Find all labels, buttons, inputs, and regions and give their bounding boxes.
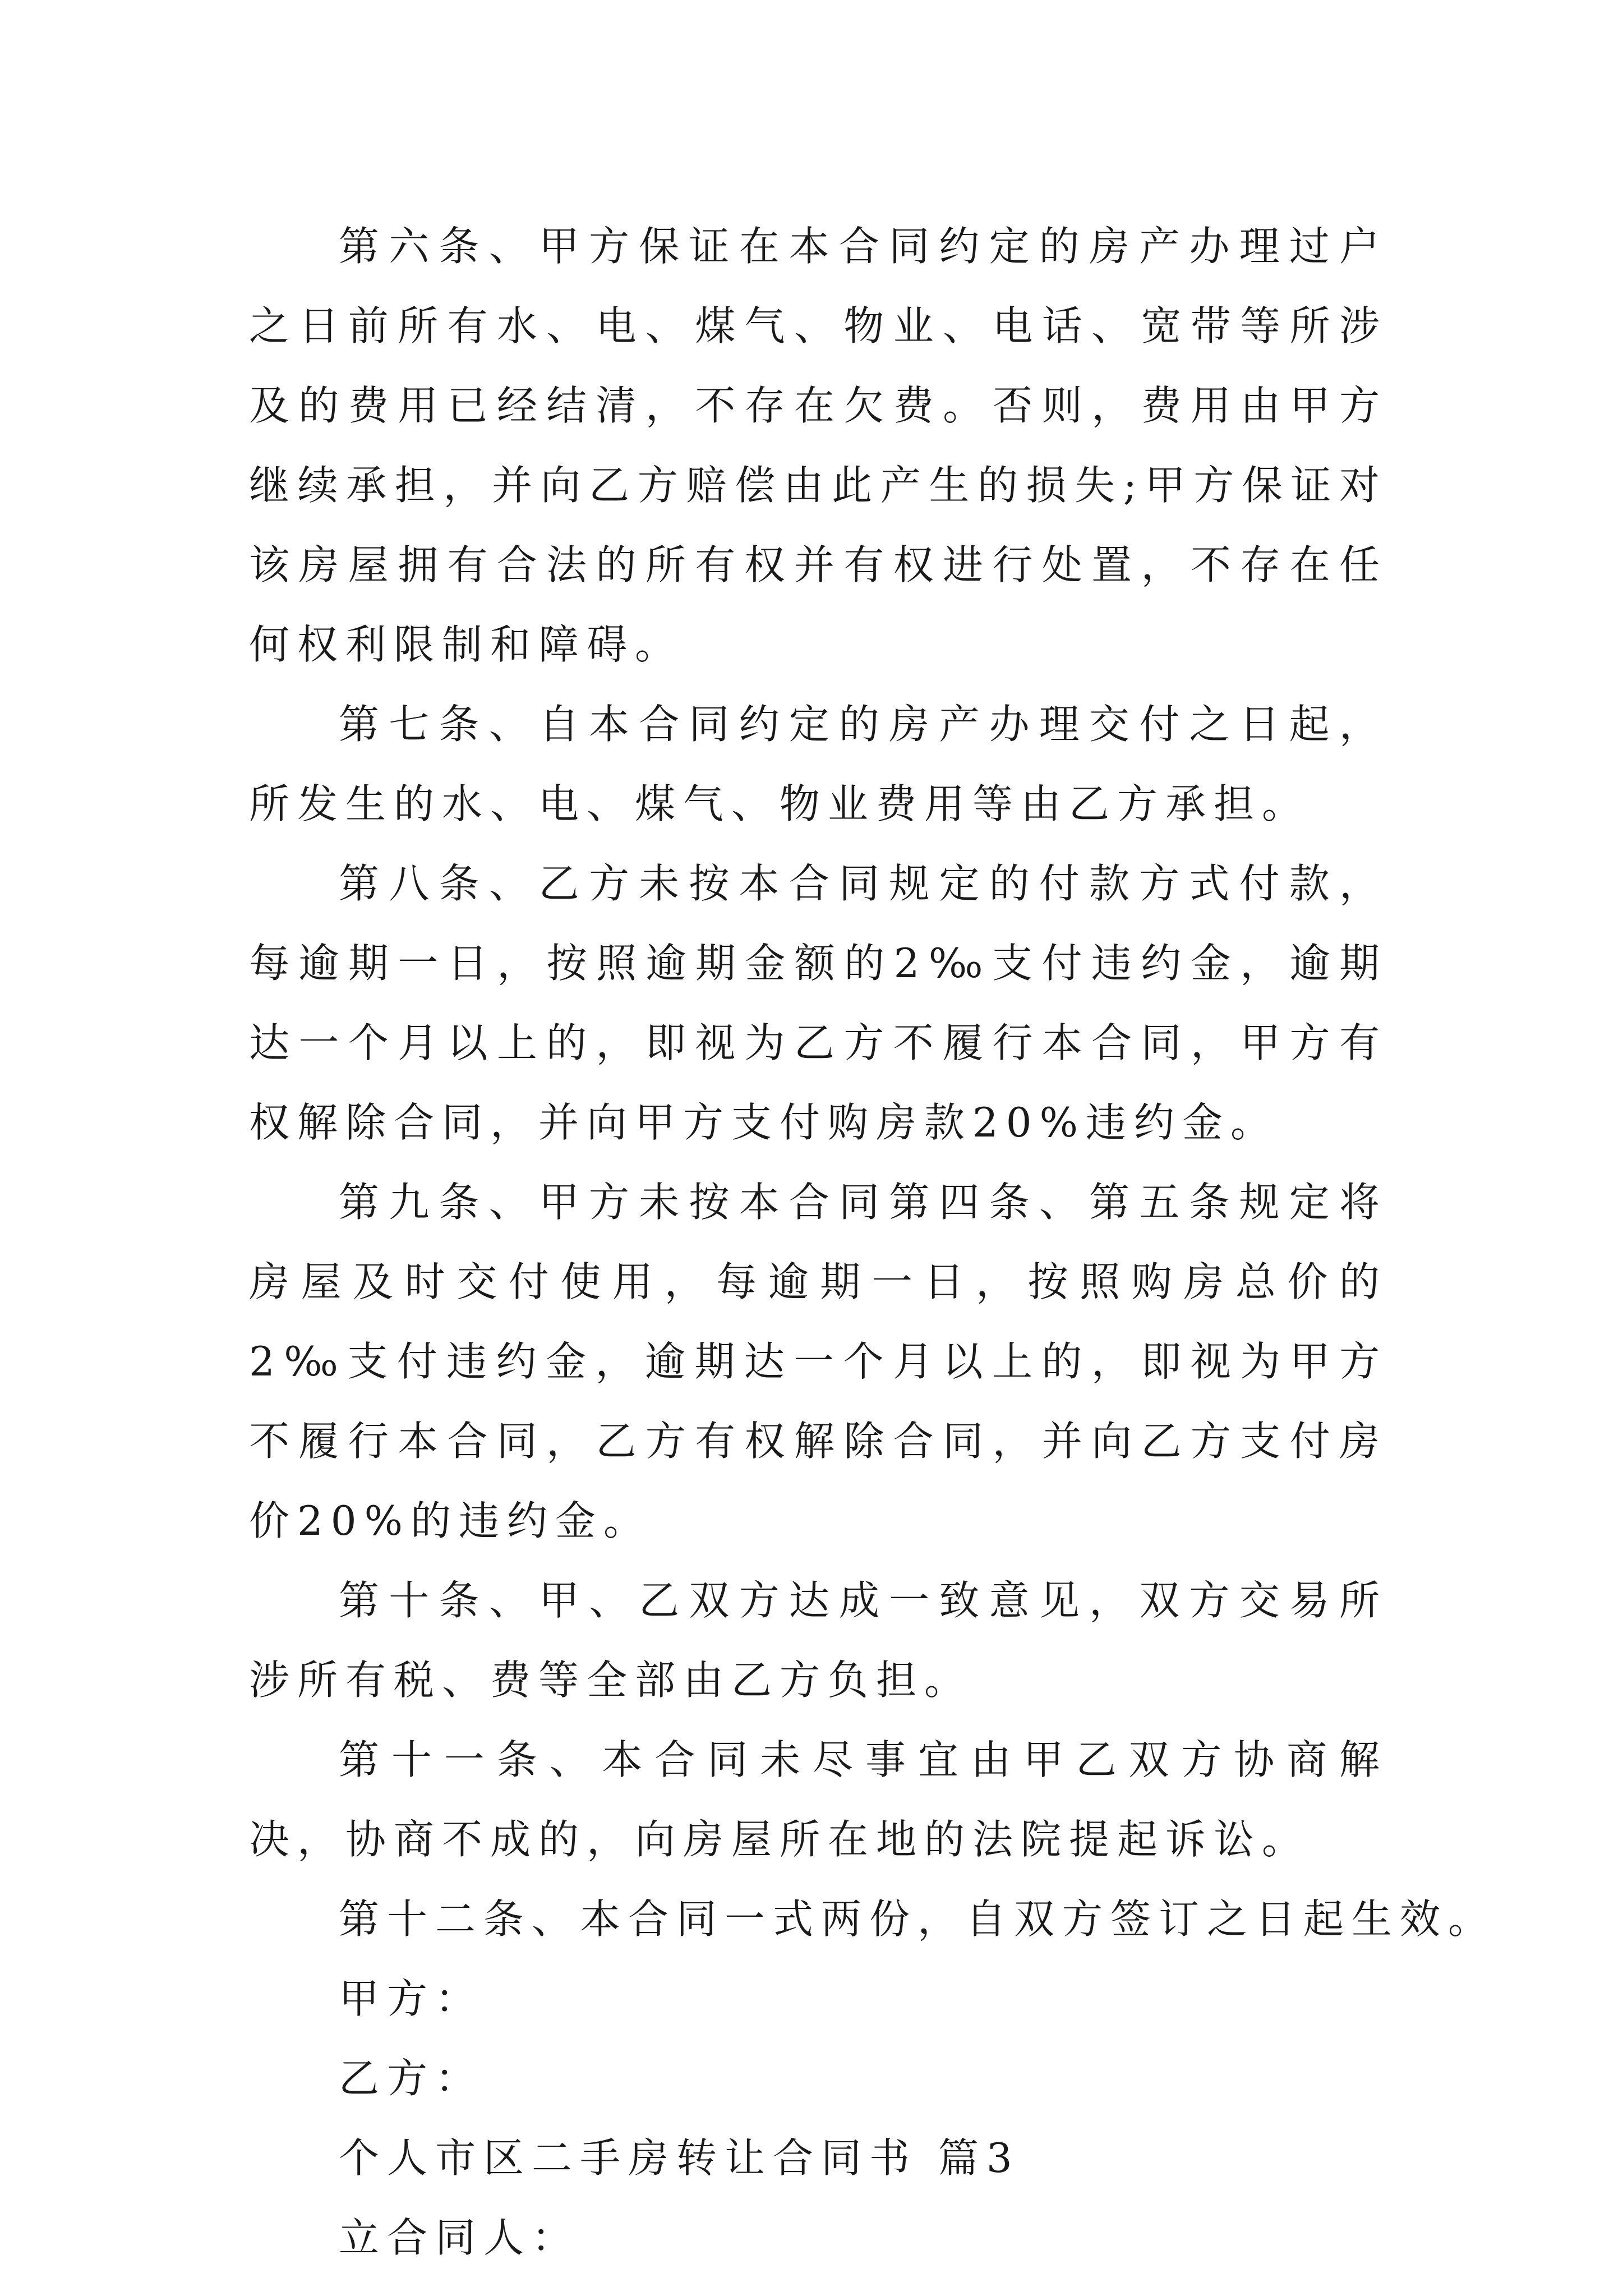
contract-party-label: 立合同人：: [339, 2214, 580, 2261]
section-title: 个人市区二手房转让合同书 篇3: [339, 2134, 1020, 2182]
clause-12: 第十二条、本合同一式两份，自双方签订之日起生效。: [339, 1895, 1497, 1943]
clause-9: 第九条、甲方未按本合同第四条、第五条规定将房屋及时交付使用，每逾期一日，按照购房总价的2‰支付违约金，逾期达一个月以上的，即视为甲方不履行本合同，乙方有权解除合同，并向乙方支付房价20%的违约金。: [249, 1179, 1387, 1544]
party-b-signature-line: 乙方：: [339, 2055, 484, 2102]
party-a-signature-line: 甲方：: [339, 1975, 484, 2022]
document-body: [249, 206, 1497, 2277]
clause-6: 第六条、甲方保证在本合同约定的房产办理过户之日前所有水、电、煤气、物业、电话、宽带等所涉及的费用已经结清，不存在欠费。否则，费用由甲方继续承担，并向乙方赔偿由此产生的损失;甲方保证对该房屋拥有合法的所有权并有权进行处置，不存在任何权利限制和障碍。: [249, 223, 1387, 668]
clause-8: 第八条、乙方未按本合同规定的付款方式付款，每逾期一日，按照逾期金额的2‰支付违约金，逾期达一个月以上的，即视为乙方不履行本合同，甲方有权解除合同，并向甲方支付购房款20%违约金。: [249, 860, 1387, 1146]
clause-11: 第十一条、本合同未尽事宜由甲乙双方协商解决，协商不成的，向房屋所在地的法院提起诉讼。: [249, 1736, 1387, 1863]
clause-7: 第七条、自本合同约定的房产办理交付之日起，所发生的水、电、煤气、物业费用等由乙方承担。: [249, 701, 1387, 827]
clause-10: 第十条、甲、乙双方达成一致意见，双方交易所涉所有税、费等全部由乙方负担。: [249, 1577, 1387, 1704]
